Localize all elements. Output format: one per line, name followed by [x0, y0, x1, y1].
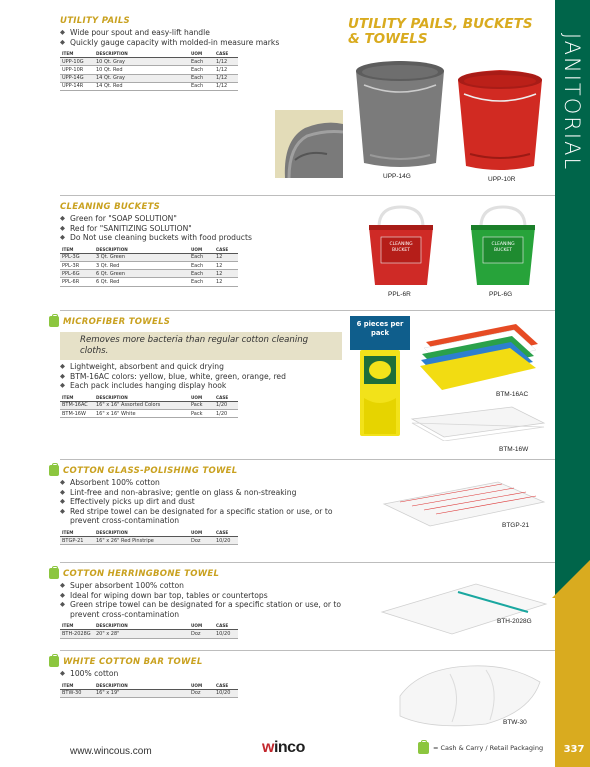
cell-item: PPL-6R — [60, 278, 96, 286]
header-description: DESCRIPTION — [96, 683, 191, 690]
red-cleaning-bucket-image — [365, 205, 437, 287]
cell-item: UPP-14R — [60, 82, 96, 90]
section-title-row — [49, 568, 350, 579]
table-row — [60, 536, 238, 544]
section-white-bar-towel — [49, 656, 238, 698]
footer-legend — [418, 742, 543, 754]
cell-description: 3 Qt. Red — [96, 261, 191, 269]
pail-spout-closeup-image — [275, 110, 343, 178]
cell-uom: Each — [191, 82, 216, 90]
table-row — [60, 409, 238, 417]
section-title: WHITE COTTON BAR TOWEL — [63, 656, 203, 667]
cell-case: 1/12 — [216, 58, 238, 66]
gray-pail-image — [350, 55, 450, 173]
header-case: CASE — [216, 395, 238, 402]
section-divider — [60, 650, 555, 651]
cell-uom: Each — [191, 253, 216, 261]
callout-box: Removes more bacteria than regular cotton cleaning cloths. — [60, 332, 342, 360]
cell-case: 12 — [216, 278, 238, 286]
table-row — [60, 66, 238, 74]
page-title: UTILITY PAILS, BUCKETS & TOWELS — [348, 16, 533, 47]
cell-item: PPL-3R — [60, 261, 96, 269]
caption-upp-14g: UPP-14G — [383, 173, 411, 180]
header-description: DESCRIPTION — [96, 530, 191, 537]
caption-btgp-21: BTGP-21 — [502, 522, 530, 529]
cell-item: BTW-30 — [60, 689, 96, 697]
retail-bag-icon — [49, 656, 59, 667]
cell-item: BTM-16W — [60, 409, 96, 417]
cell-description: 3 Qt. Green — [96, 253, 191, 261]
section-utility-pails — [60, 16, 279, 91]
table-row — [60, 401, 238, 409]
cell-case: 1/12 — [216, 74, 238, 82]
spec-table — [60, 623, 238, 638]
retail-bag-icon — [418, 742, 429, 754]
cell-uom: Each — [191, 58, 216, 66]
side-tab-gold — [555, 595, 590, 767]
cell-description: 6 Qt. Green — [96, 270, 191, 278]
section-divider — [60, 310, 555, 311]
cell-uom: Each — [191, 278, 216, 286]
feature-item: ◆ Lint-free and non-abrasive; gentle on glass & non-streaking — [60, 488, 350, 498]
feature-list — [60, 669, 238, 679]
assorted-microfiber-towels-image — [418, 318, 548, 393]
cell-item: BTGP-21 — [60, 536, 96, 544]
cell-description: 6 Qt. Red — [96, 278, 191, 286]
svg-text:CLEANING: CLEANING — [491, 242, 515, 247]
header-case: CASE — [216, 683, 238, 690]
feature-item: ◆ Do Not use cleaning buckets with food products — [60, 233, 252, 243]
feature-item: ◆ Red stripe towel can be designated for a specific station or use, or to prevent cross-contamination — [60, 507, 350, 526]
cell-description: 20" x 28" — [96, 630, 191, 638]
table-row — [60, 270, 238, 278]
feature-item: ◆ Effectively picks up dirt and dust — [60, 497, 350, 507]
cell-item: UPP-10R — [60, 66, 96, 74]
table-row — [60, 82, 238, 90]
cell-description: 14 Qt. Gray — [96, 74, 191, 82]
table-row — [60, 630, 238, 638]
cell-uom: Doz — [191, 630, 216, 638]
spec-table — [60, 683, 238, 698]
feature-list — [60, 362, 342, 391]
feature-item: ◆ Lightweight, absorbent and quick drying — [60, 362, 342, 372]
cell-description: 16" x 16" White — [96, 409, 191, 417]
section-glass-polishing-towel — [49, 465, 350, 545]
header-item: ITEM — [60, 683, 96, 690]
caption-ppl-6g: PPL-6G — [489, 291, 513, 298]
spec-table — [60, 51, 238, 91]
logo-rest: inco — [273, 739, 305, 756]
red-pail-image — [452, 66, 547, 174]
cell-item: PPL-6G — [60, 270, 96, 278]
header-item: ITEM — [60, 51, 96, 58]
caption-btm-16ac: BTM-16AC — [496, 391, 529, 398]
retail-bag-icon — [49, 568, 59, 579]
header-description: DESCRIPTION — [96, 51, 191, 58]
cell-item: UPP-14G — [60, 74, 96, 82]
section-title: COTTON GLASS-POLISHING TOWEL — [63, 465, 238, 476]
spec-table — [60, 530, 238, 545]
cell-uom: Each — [191, 261, 216, 269]
section-title-row — [49, 316, 342, 327]
cell-case: 10/20 — [216, 536, 238, 544]
logo-w: w — [262, 739, 274, 756]
cell-description: 10 Qt. Red — [96, 66, 191, 74]
feature-item: ◆ BTM-16AC colors: yellow, blue, white, green, orange, red — [60, 372, 342, 382]
feature-list — [60, 581, 350, 619]
section-divider — [60, 562, 555, 563]
section-herringbone-towel — [49, 568, 350, 639]
caption-btm-16w: BTM-16W — [499, 446, 529, 453]
table-row — [60, 261, 238, 269]
header-description: DESCRIPTION — [96, 623, 191, 630]
cell-uom: Each — [191, 74, 216, 82]
cell-case: 1/20 — [216, 409, 238, 417]
cell-description: 16" x 26" Red Pinstripe — [96, 536, 191, 544]
cell-uom: Each — [191, 66, 216, 74]
cell-item: PPL-3G — [60, 253, 96, 261]
cell-uom: Doz — [191, 689, 216, 697]
table-row — [60, 253, 238, 261]
cell-description: 16" x 16" Assorted Colors — [96, 401, 191, 409]
green-cleaning-bucket-image — [467, 205, 539, 287]
header-case: CASE — [216, 247, 238, 254]
feature-item: ◆ Absorbent 100% cotton — [60, 478, 350, 488]
section-title: COTTON HERRINGBONE TOWEL — [63, 568, 220, 579]
microfiber-pack-image — [358, 348, 402, 438]
svg-text:BUCKET: BUCKET — [391, 248, 411, 253]
header-item: ITEM — [60, 395, 96, 402]
header-item: ITEM — [60, 530, 96, 537]
feature-item: ◆ 100% cotton — [60, 669, 238, 679]
header-uom: UOM — [191, 623, 216, 630]
feature-list — [60, 28, 279, 47]
cell-case: 12 — [216, 261, 238, 269]
section-title-row — [49, 465, 350, 476]
section-title: MICROFIBER TOWELS — [63, 316, 171, 327]
spec-table — [60, 247, 238, 287]
cell-case: 1/12 — [216, 66, 238, 74]
feature-item: ◆ Wide pour spout and easy-lift handle — [60, 28, 279, 38]
section-title: UTILITY PAILS — [60, 16, 130, 26]
section-cleaning-buckets — [60, 202, 252, 287]
feature-list — [60, 478, 350, 526]
cell-description: 16" x 19" — [96, 689, 191, 697]
white-microfiber-towels-image — [408, 405, 548, 441]
cell-description: 14 Qt. Red — [96, 82, 191, 90]
cell-uom: Each — [191, 270, 216, 278]
feature-item: ◆ Each pack includes hanging display hook — [60, 381, 342, 391]
header-uom: UOM — [191, 247, 216, 254]
side-tab-label: JANITORIAL — [560, 32, 584, 172]
legend-text: = Cash & Carry / Retail Packaging — [433, 744, 544, 752]
feature-list — [60, 214, 252, 243]
retail-bag-icon — [49, 465, 59, 476]
cell-case: 1/12 — [216, 82, 238, 90]
header-uom: UOM — [191, 395, 216, 402]
cell-uom: Pack — [191, 409, 216, 417]
cell-uom: Pack — [191, 401, 216, 409]
caption-ppl-6r: PPL-6R — [388, 291, 411, 298]
caption-upp-10r: UPP-10R — [488, 176, 516, 183]
winco-logo — [262, 739, 305, 757]
section-divider — [60, 195, 555, 196]
header-description: DESCRIPTION — [96, 247, 191, 254]
feature-item: ◆ Ideal for wiping down bar top, tables or countertops — [60, 591, 350, 601]
header-case: CASE — [216, 623, 238, 630]
section-title: CLEANING BUCKETS — [60, 202, 161, 212]
red-pinstripe-towel-image — [380, 478, 548, 528]
feature-item: ◆ Quickly gauge capacity with molded-in measure marks — [60, 38, 279, 48]
pack-badge: 6 pieces per pack — [350, 316, 410, 350]
cell-case: 10/20 — [216, 689, 238, 697]
header-case: CASE — [216, 51, 238, 58]
table-row — [60, 58, 238, 66]
retail-bag-icon — [49, 316, 59, 327]
header-item: ITEM — [60, 623, 96, 630]
feature-item: ◆ Green for "SOAP SOLUTION" — [60, 214, 252, 224]
cell-item: UPP-10G — [60, 58, 96, 66]
footer-website-link[interactable]: www.wincous.com — [70, 746, 152, 757]
table-row — [60, 689, 238, 697]
side-tab-corner — [552, 560, 590, 598]
header-uom: UOM — [191, 51, 216, 58]
table-row — [60, 278, 238, 286]
cell-item: BTM-16AC — [60, 401, 96, 409]
caption-btw-30: BTW-30 — [503, 719, 527, 726]
cell-case: 12 — [216, 253, 238, 261]
header-uom: UOM — [191, 530, 216, 537]
header-item: ITEM — [60, 247, 96, 254]
spec-table — [60, 395, 238, 418]
header-case: CASE — [216, 530, 238, 537]
cell-case: 1/20 — [216, 401, 238, 409]
green-stripe-herringbone-towel-image — [380, 578, 550, 636]
svg-text:BUCKET: BUCKET — [493, 248, 513, 253]
section-title-row — [49, 656, 238, 667]
header-uom: UOM — [191, 683, 216, 690]
svg-text:CLEANING: CLEANING — [389, 242, 413, 247]
header-description: DESCRIPTION — [96, 395, 191, 402]
feature-item: ◆ Green stripe towel can be designated for a specific station or use, or to prevent cross-contamination — [60, 600, 350, 619]
cell-description: 10 Qt. Gray — [96, 58, 191, 66]
section-microfiber-towels — [49, 316, 342, 418]
cell-uom: Doz — [191, 536, 216, 544]
caption-bth-2028g: BTH-2028G — [497, 618, 532, 625]
page-number: 337 — [563, 744, 585, 755]
table-row — [60, 74, 238, 82]
cell-case: 12 — [216, 270, 238, 278]
cell-item: BTH-2028G — [60, 630, 96, 638]
cell-case: 10/20 — [216, 630, 238, 638]
feature-item: ◆ Red for "SANITIZING SOLUTION" — [60, 224, 252, 234]
section-divider — [60, 459, 555, 460]
feature-item: ◆ Super absorbent 100% cotton — [60, 581, 350, 591]
